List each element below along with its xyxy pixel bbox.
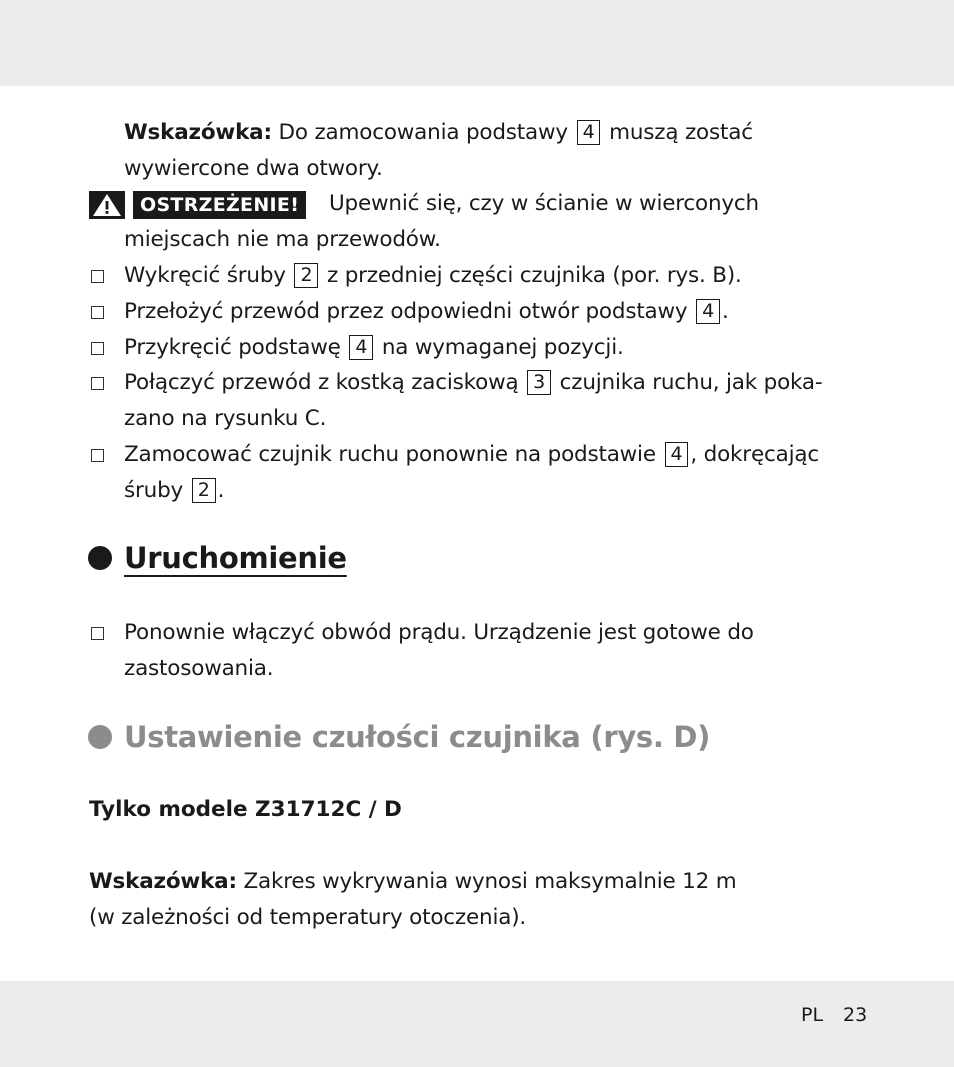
part-ref: 4 xyxy=(665,442,689,467)
warning-text-line-2: miejscach nie ma przewodów. xyxy=(124,227,441,252)
step-checkbox xyxy=(91,377,104,390)
step-checkbox xyxy=(91,627,104,640)
page-number: 23 xyxy=(843,1004,868,1026)
step-1: Wykręcić śruby 2 z przedniej części czujnika (por. rys. B). xyxy=(124,263,742,288)
note-label: Wskazówka: xyxy=(124,120,272,145)
warning-text: Upewnić się, czy w ścianie w wierconych xyxy=(329,191,759,216)
part-ref: 3 xyxy=(527,370,551,395)
section-title: Ustawienie czułości czujnika (rys. D) xyxy=(124,720,711,754)
step-5: Zamocować czujnik ruchu ponownie na podstawie 4 , dokręcając xyxy=(124,442,819,467)
note-line-1: Wskazówka: Do zamocowania podstawy 4 muszą zostać xyxy=(124,120,753,145)
warning-badge: OSTRZEŻENIE! xyxy=(133,191,306,219)
step-2: Przełożyć przewód przez odpowiedni otwór podstawy 4 . xyxy=(124,299,729,324)
step-checkbox xyxy=(91,270,104,283)
part-ref: 4 xyxy=(696,299,720,324)
section-title: Uruchomienie xyxy=(124,541,347,575)
note-label: Wskazówka: xyxy=(89,869,237,894)
step-checkbox xyxy=(91,342,104,355)
step-3: Przykręcić podstawę 4 na wymaganej pozycji. xyxy=(124,335,624,360)
step-4: Połączyć przewód z kostką zaciskową 3 czujnika ruchu, jak poka- xyxy=(124,370,823,395)
step-text: Ponownie włączyć obwód prądu. Urządzenie jest gotowe do xyxy=(124,620,754,645)
language-code: PL xyxy=(801,1004,824,1026)
note-line-1: Wskazówka: Zakres wykrywania wynosi maksymalnie 12 m xyxy=(89,869,737,894)
step-checkbox xyxy=(91,449,104,462)
step-5-line-2: śruby 2 . xyxy=(124,478,225,503)
part-ref: 4 xyxy=(577,120,601,145)
note-line-2: wywiercone dwa otwory. xyxy=(124,156,383,181)
step-checkbox xyxy=(91,306,104,319)
note-line-2: (w zależności od temperatury otoczenia). xyxy=(89,905,527,930)
warning-triangle-icon xyxy=(89,191,125,219)
part-ref: 2 xyxy=(294,263,318,288)
header-band xyxy=(0,0,954,86)
section-bullet xyxy=(88,546,112,570)
section-bullet xyxy=(88,725,112,749)
step-text-line-2: zastosowania. xyxy=(124,656,274,681)
step-4-line-2: zano na rysunku C. xyxy=(124,406,327,431)
part-ref: 4 xyxy=(349,335,373,360)
subheading: Tylko modele Z31712C / D xyxy=(89,797,402,822)
part-ref: 2 xyxy=(192,478,216,503)
